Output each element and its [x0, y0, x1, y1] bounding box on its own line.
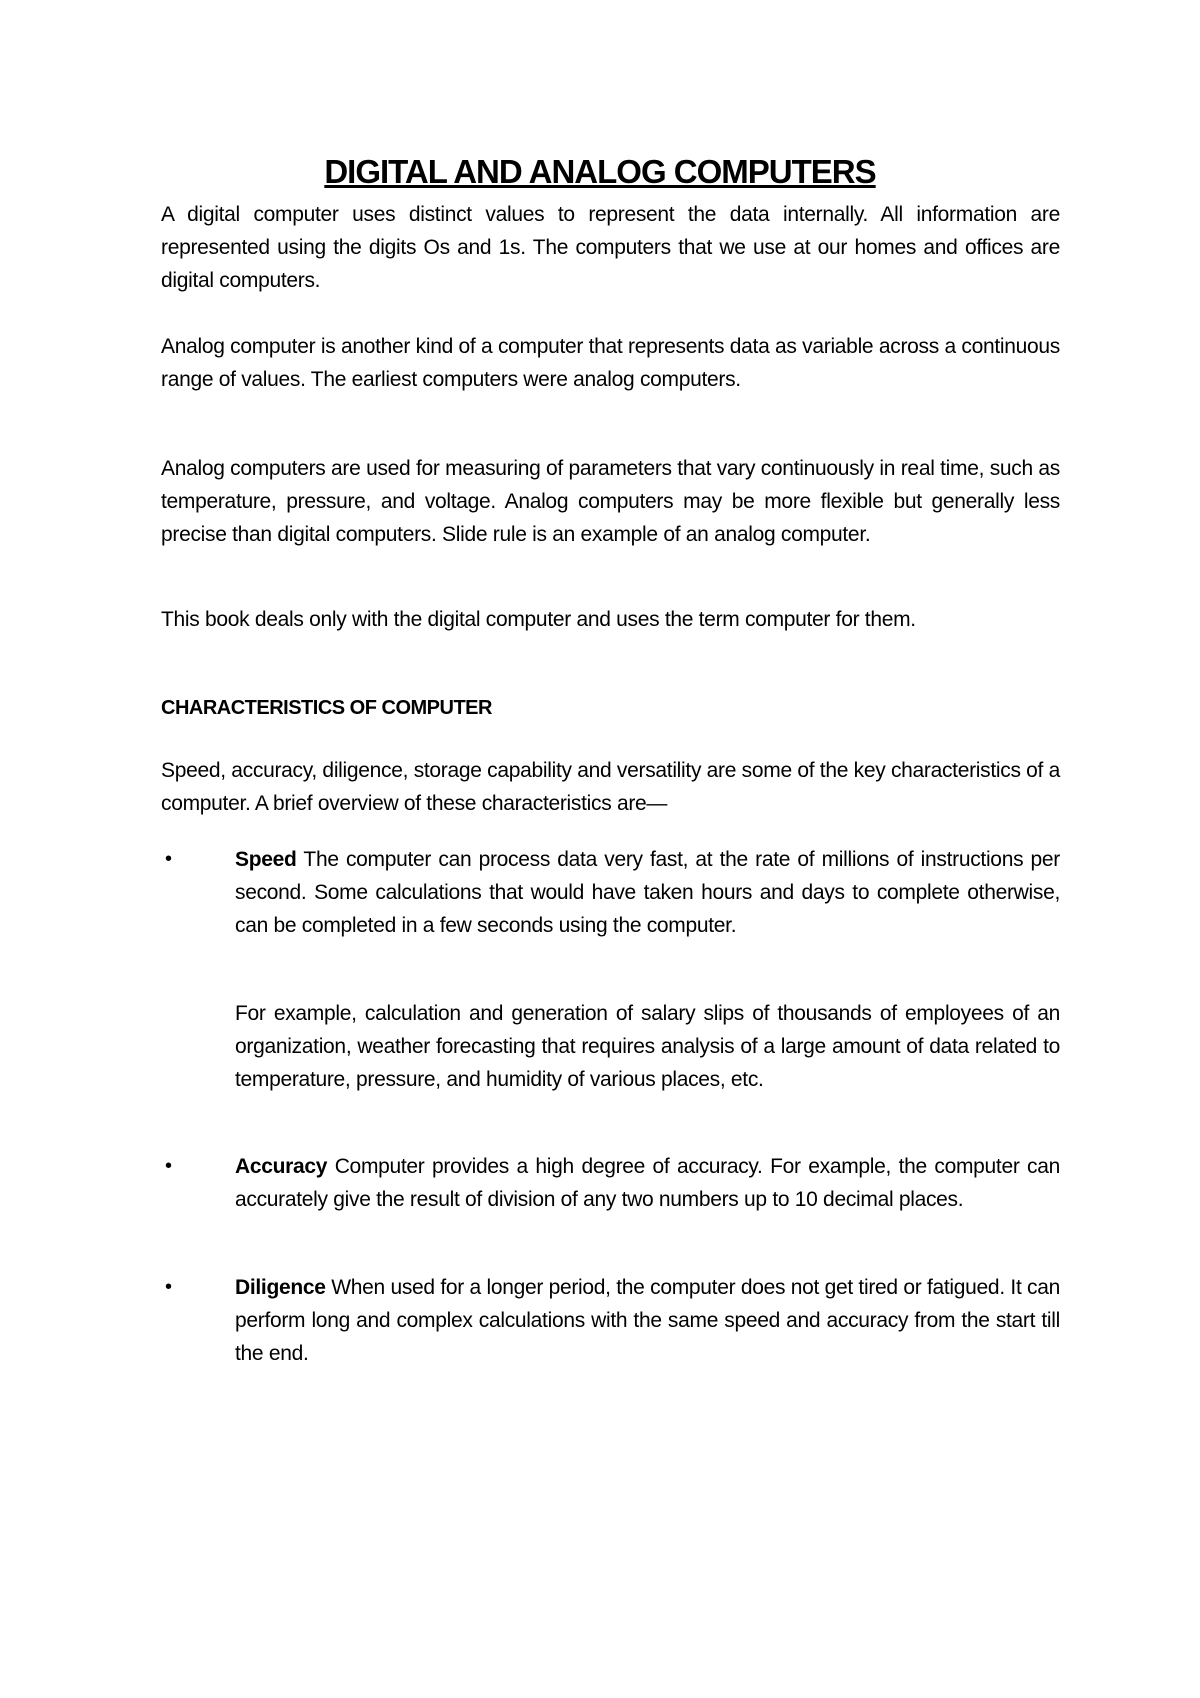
bullet-body: The computer can process data very fast, at the rate of millions of instructions per second. Some calculations that would have taken hours and days to complete otherwise, can be completed in a few seconds using the computer.: [235, 848, 1060, 937]
paragraph-analog-computer: Analog computer is another kind of a computer that represents data as variable across a continuous range of values. The earliest computers were analog computers.: [161, 335, 1060, 391]
bullet-text: [235, 1271, 1060, 1370]
paragraph-analog-uses: Analog computers are used for measuring of parameters that vary continuously in real time, such as temperature, pressure, and voltage. Analog computers may be more flexible but generally less precise than digital computers. Slide rule is an example of an analog computer.: [161, 457, 1060, 546]
section-intro: Speed, accuracy, diligence, storage capability and versatility are some of the key characteristics of a computer. A brief overview of these characteristics are—: [161, 759, 1061, 815]
bullet-text: [235, 1150, 1060, 1216]
bullet-body: Computer provides a high degree of accuracy. For example, the computer can accurately give the result of division of any two numbers up to 10 decimal places.: [235, 1155, 1060, 1211]
bullet-dot: •: [165, 848, 173, 870]
bullet-dot: •: [165, 1276, 173, 1298]
bullet-term: Speed: [235, 848, 297, 871]
bullet-text: [235, 843, 1060, 942]
paragraph-book-scope: This book deals only with the digital computer and uses the term computer for them.: [161, 608, 916, 631]
bullet-term: Accuracy: [235, 1155, 328, 1178]
paragraph-digital-computer: A digital computer uses distinct values to represent the data internally. All information are represented using the digits Os and 1s. The computers that we use at our homes and offices are digital computers.: [161, 203, 1060, 292]
section-heading: CHARACTERISTICS OF COMPUTER: [161, 697, 492, 719]
bullet-followup: For example, calculation and generation of salary slips of thousands of employees of an organization, weather forecasting that requires analysis of a large amount of data related to temperature, pressure, and humidity of various places, etc.: [235, 1002, 1060, 1091]
bullet-body: When used for a longer period, the computer does not get tired or fatigued. It can perform long and complex calculations with the same speed and accuracy from the start till the end.: [235, 1276, 1060, 1365]
bullet-term: Diligence: [235, 1276, 326, 1299]
bullet-dot: •: [165, 1155, 173, 1177]
document-title: DIGITAL AND ANALOG COMPUTERS: [324, 153, 876, 190]
